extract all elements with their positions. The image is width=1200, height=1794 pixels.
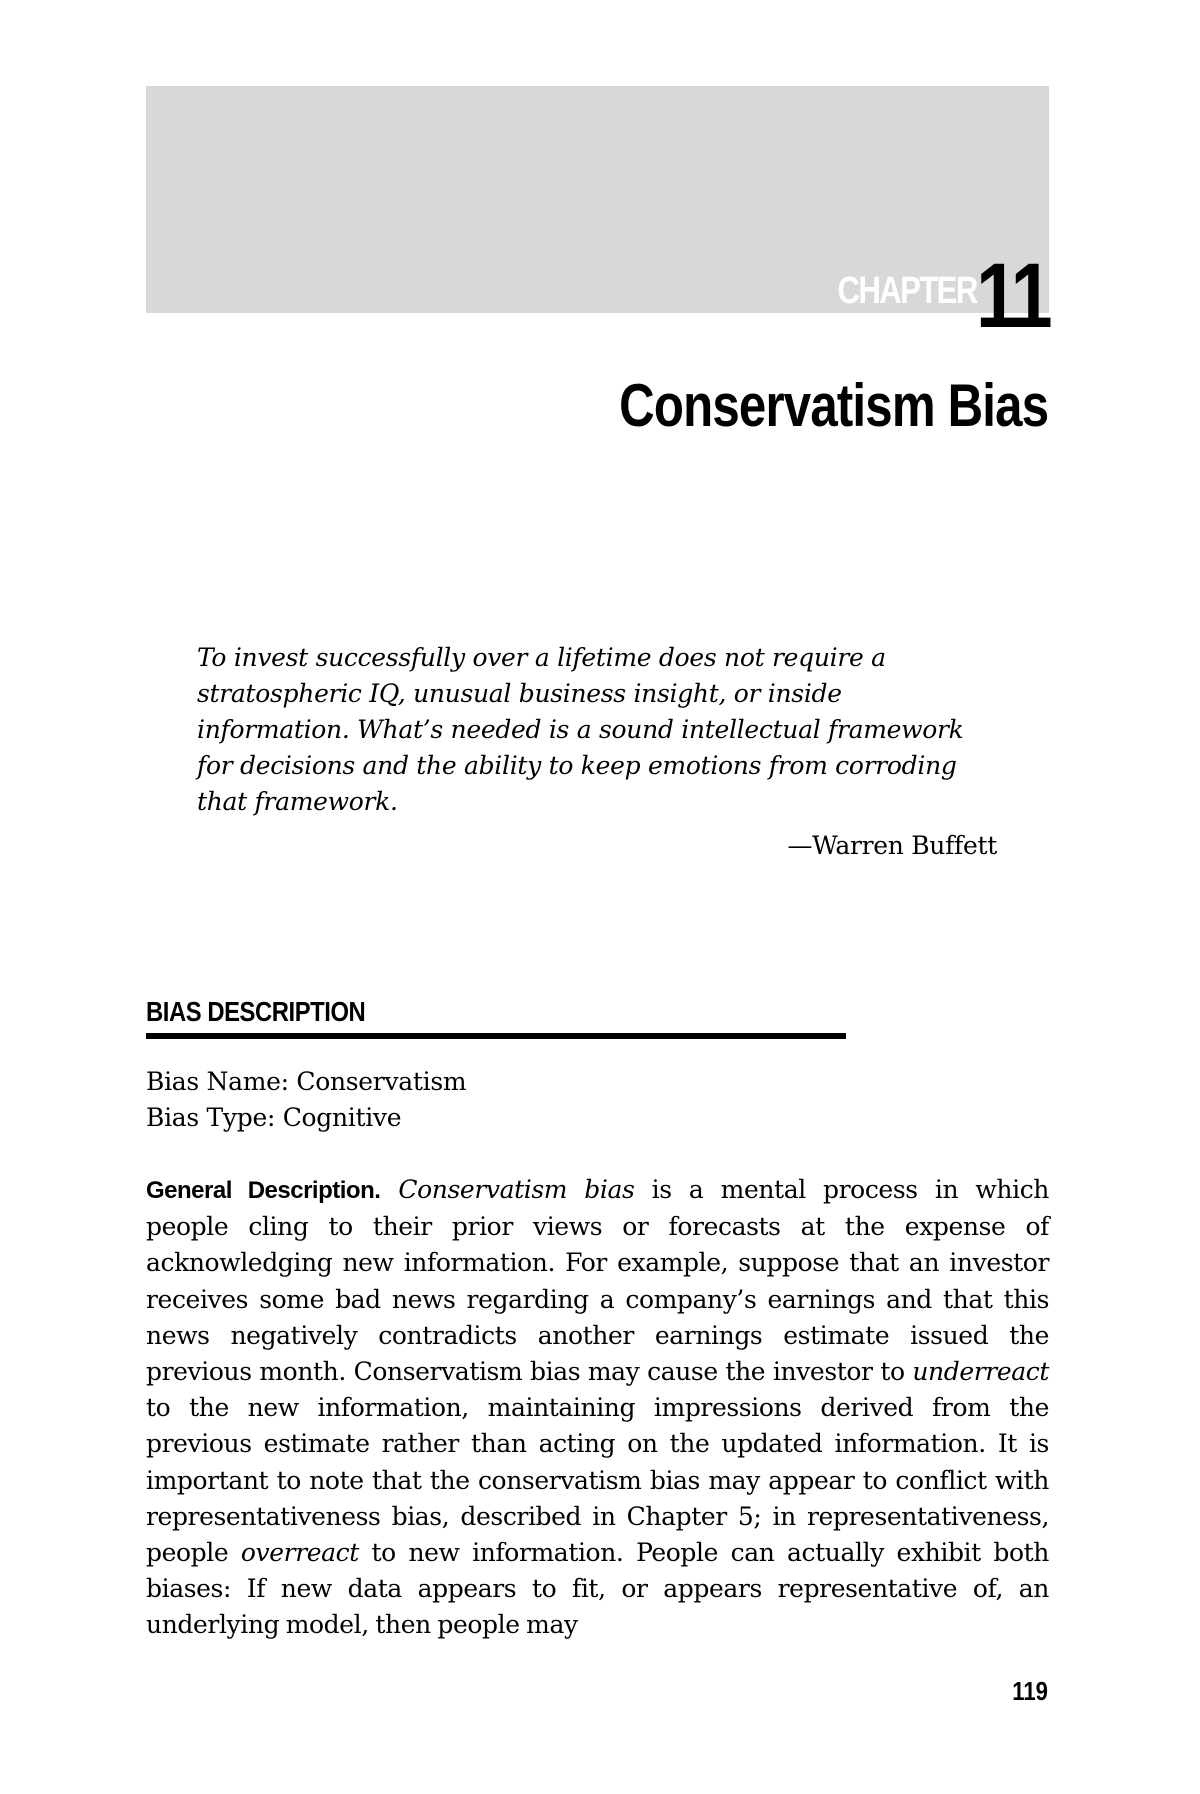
section-divider (146, 1033, 846, 1039)
chapter-label: CHAPTER (837, 270, 977, 312)
page-number: 119 (1012, 1676, 1048, 1706)
section-heading: BIAS DESCRIPTION (146, 996, 366, 1027)
bias-type: Bias Type: Cognitive (146, 1103, 402, 1132)
term-overreact: overreact (240, 1538, 359, 1568)
epigraph-attribution: —Warren Buffett (787, 831, 997, 860)
body-text-2: to the new information, maintaining impressions derived from the previous estimate rather than acting on the updated information. It is important to note that the conservatism bias may appear to conflict with representativeness bias, described in Chapter 5; in representativeness, people (146, 1393, 1049, 1568)
run-in-heading: General Description. (146, 1177, 381, 1204)
body-text-3: to new information. People can actually exhibit both biases: If new data appears to fit, or appears representative of, an underlying model, then people may (146, 1538, 1050, 1640)
chapter-number: 11 (975, 245, 1049, 347)
term-underreact: underreact (912, 1357, 1049, 1387)
epigraph (197, 640, 997, 820)
epigraph-quote: To invest successfully over a lifetime does not require a stratospheric IQ, unusual business insight, or inside information. What’s needed is a sound intellectual framework for decisions and the ability to keep emotions from corroding that framework. (197, 643, 964, 816)
bias-fields (146, 1064, 466, 1136)
bias-name: Bias Name: Conservatism (146, 1067, 467, 1096)
chapter-title: Conservatism Bias (618, 372, 1048, 439)
term-conservatism-bias: Conservatism bias (398, 1175, 635, 1204)
general-description-paragraph (146, 1172, 1049, 1644)
body-text-1: is a mental process in which people cling to their prior views or forecasts at the expense of acknowledging new information. For example, suppose that an investor receives some bad news regarding a company’s earnings and that this news negatively contradicts another earnings estimate issued the previous month. Conservatism bias may cause the investor to (146, 1175, 1050, 1387)
